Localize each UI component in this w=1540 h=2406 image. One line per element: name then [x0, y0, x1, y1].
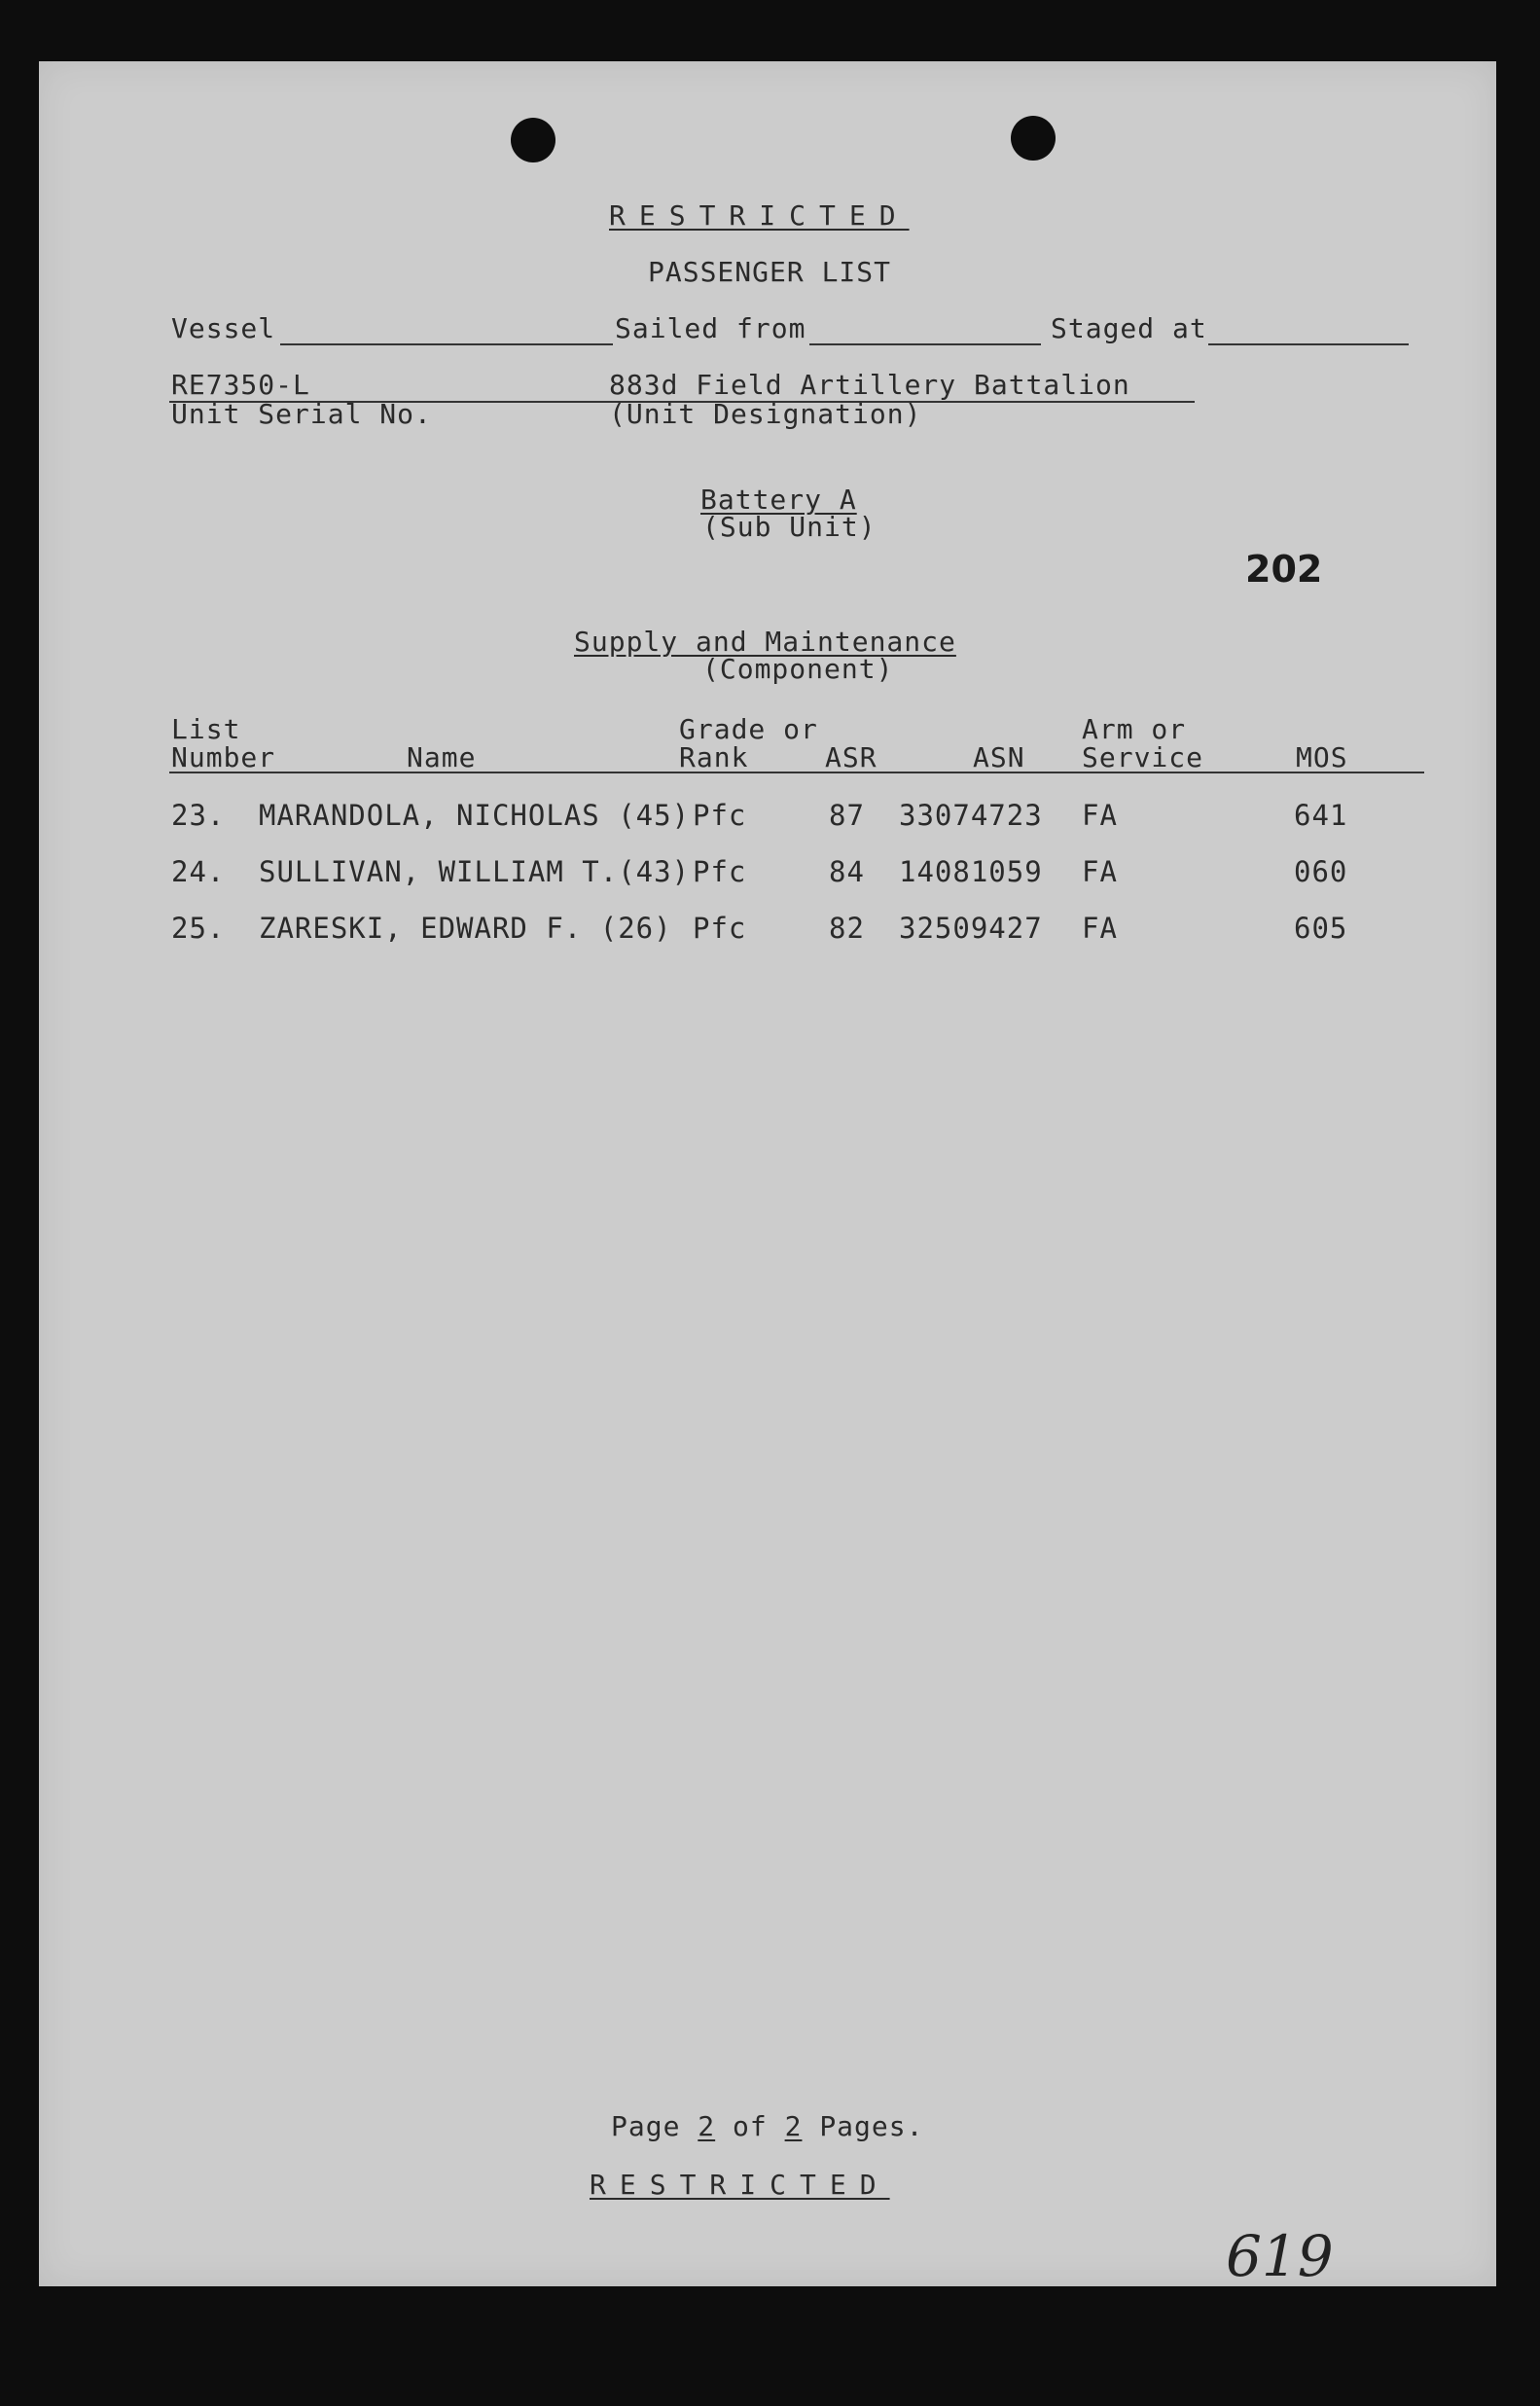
row-rank: Pfc	[693, 855, 747, 888]
row-asr: 82	[829, 912, 865, 945]
component-value: Supply and Maintenance	[574, 626, 956, 658]
of-word: of	[733, 2110, 768, 2142]
handwritten-number: 619	[1226, 2223, 1334, 2289]
row-arm: FA	[1082, 855, 1118, 888]
component-label: (Component)	[702, 653, 894, 685]
row-name: ZARESKI, EDWARD F. (26)	[259, 912, 672, 945]
header-asn: ASN	[973, 741, 1025, 773]
header-grade-2: Rank	[679, 741, 749, 773]
document-page	[39, 61, 1496, 2289]
header-list-number-2: Number	[171, 741, 276, 773]
header-arm-2: Service	[1082, 741, 1204, 773]
classification-header: RESTRICTED	[609, 199, 910, 232]
row-number: 24.	[171, 855, 226, 888]
page-total: 2	[784, 2110, 803, 2142]
vessel-blank	[280, 343, 613, 345]
vessel-label: Vessel	[171, 312, 276, 344]
row-asn: 14081059	[899, 855, 1043, 888]
page-word: Page	[611, 2110, 681, 2142]
sailed-from-blank	[809, 343, 1041, 345]
header-mos: MOS	[1296, 741, 1348, 773]
row-arm: FA	[1082, 799, 1118, 832]
row-name: MARANDOLA, NICHOLAS (45)	[259, 799, 691, 832]
sub-unit-value: Battery A	[700, 484, 857, 516]
row-asr: 87	[829, 799, 865, 832]
punch-hole-left	[511, 118, 555, 162]
row-name: SULLIVAN, WILLIAM T.(43)	[259, 855, 691, 888]
row-mos: 605	[1294, 912, 1348, 945]
unit-designation-value: 883d Field Artillery Battalion	[609, 369, 1130, 401]
header-name: Name	[407, 741, 477, 773]
sailed-from-label: Sailed from	[615, 312, 806, 344]
row-asn: 33074723	[899, 799, 1043, 832]
staged-at-blank	[1208, 343, 1409, 345]
row-mos: 641	[1294, 799, 1348, 832]
header-rule	[169, 772, 1424, 773]
sub-unit-label: (Sub Unit)	[702, 511, 877, 543]
unit-designation-label: (Unit Designation)	[609, 398, 922, 430]
header-list-number-1: List	[171, 713, 241, 745]
header-grade-1: Grade or	[679, 713, 818, 745]
row-rank: Pfc	[693, 799, 747, 832]
page-footer	[611, 2110, 923, 2142]
page-stamp-number: 202	[1245, 548, 1323, 591]
row-number: 23.	[171, 799, 226, 832]
row-arm: FA	[1082, 912, 1118, 945]
row-asn: 32509427	[899, 912, 1043, 945]
row-mos: 060	[1294, 855, 1348, 888]
row-rank: Pfc	[693, 912, 747, 945]
document-title: PASSENGER LIST	[648, 256, 892, 288]
header-arm-1: Arm or	[1082, 713, 1187, 745]
staged-at-label: Staged at	[1051, 312, 1207, 344]
unit-serial-label: Unit Serial No.	[171, 398, 432, 430]
page-current: 2	[698, 2110, 716, 2142]
unit-serial-value: RE7350-L	[171, 369, 310, 401]
punch-hole-right	[1011, 116, 1056, 161]
row-asr: 84	[829, 855, 865, 888]
pages-word: Pages.	[819, 2110, 924, 2142]
classification-footer: RESTRICTED	[590, 2169, 890, 2201]
header-asr: ASR	[825, 741, 877, 773]
row-number: 25.	[171, 912, 226, 945]
